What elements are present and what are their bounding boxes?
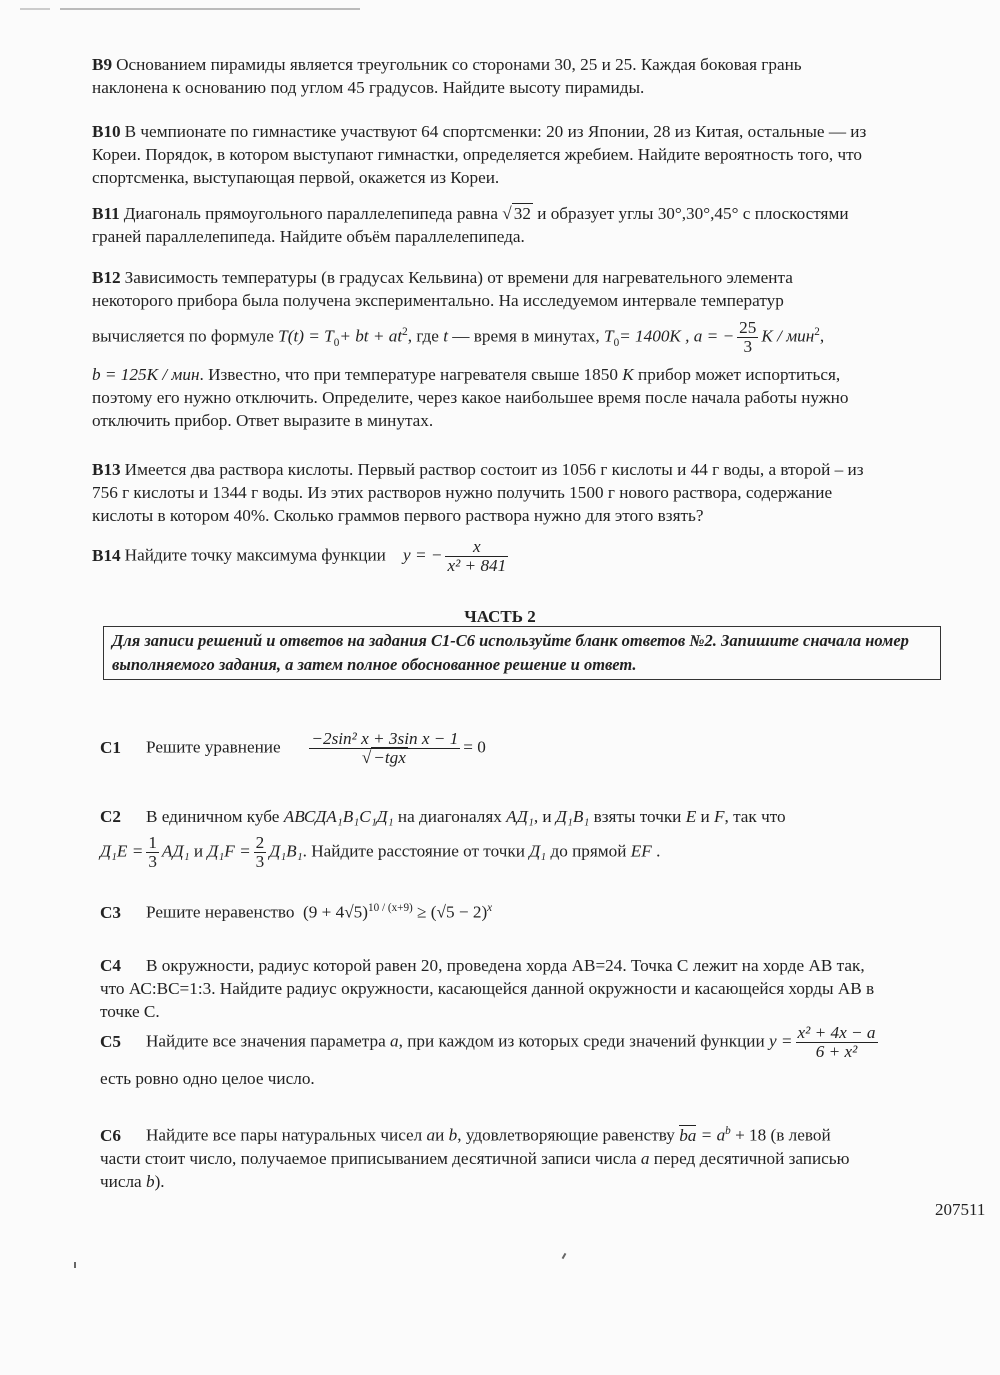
- task-label: C4: [100, 956, 122, 975]
- exponent: b: [725, 1125, 731, 1137]
- formula: ba: [679, 1125, 697, 1145]
- punct: .: [656, 841, 661, 861]
- fraction: $\frac{\text{−2sin² x + 3sin x − 1}}{\text{√ −tgx}}$: [311, 729, 459, 768]
- task-text: прибор может испортиться,: [638, 365, 841, 385]
- scan-mark: [60, 8, 360, 10]
- task-text: кислоты в котором 40%. Сколько граммов первого раствора нужно для этого взять?: [92, 506, 704, 525]
- task-text: Решите уравнение: [146, 737, 281, 757]
- task-text: точке С.: [100, 1002, 160, 1021]
- var: a: [426, 1125, 436, 1145]
- var: a: [640, 1148, 650, 1168]
- task-text: , удовлетворяющие равенству: [457, 1125, 675, 1145]
- task-b14: [92, 538, 982, 575]
- task-label: C6: [100, 1125, 122, 1145]
- task-c1: [100, 730, 982, 767]
- var-T0: T: [604, 326, 614, 346]
- task-label: B13: [92, 460, 121, 479]
- task-c2: [100, 805, 982, 871]
- task-text: Найдите все пары натуральных чисел: [146, 1125, 423, 1145]
- numerator: x² + 4x − a: [797, 1023, 876, 1042]
- formula: = 0: [463, 737, 486, 757]
- task-text: (в левой: [770, 1125, 831, 1145]
- formula: Д₁E =: [100, 841, 144, 861]
- formula: АД₁: [161, 841, 190, 861]
- task-c5: [100, 1024, 982, 1090]
- task-label: C5: [100, 1031, 122, 1051]
- point: Д₁: [529, 841, 547, 861]
- task-text: некоторого прибора была получена экспериментально. На исследуемом интервале температур: [92, 291, 784, 310]
- task-label: B12: [92, 268, 121, 287]
- task-c3: [100, 897, 982, 924]
- task-text: Диагональ прямоугольного параллелепипеда равна: [123, 204, 498, 223]
- scan-speck: [74, 1262, 76, 1268]
- instruction-box: Для записи решений и ответов на задания С1-С6 используйте бланк ответов №2. Запишите сначала номер выполняемого задания, а затем полное обоснованное решение и ответ.: [103, 626, 941, 680]
- task-text: наклонена к основанию под углом 45 градусов. Найдите высоту пирамиды.: [92, 78, 645, 97]
- task-text: — время в минутах,: [452, 326, 600, 346]
- task-label: B10: [92, 122, 121, 141]
- diagonal: Д₁В₁: [555, 807, 590, 826]
- task-text: . Известно, что при температуре нагревателя свыше 1850: [199, 365, 618, 385]
- denominator: 6 + x²: [796, 1042, 878, 1061]
- fraction: [254, 834, 267, 871]
- denominator: 3: [255, 852, 265, 872]
- param: a: [390, 1031, 399, 1051]
- task-text: Имеется два раствора кислоты. Первый раствор состоит из 1056 г кислоты и 44 г воды, а второй – из: [124, 460, 864, 479]
- formula: (9 + 4√5): [303, 902, 368, 922]
- scan-speck: [562, 1253, 567, 1259]
- formula: T(t) = T: [278, 326, 334, 346]
- task-text: В единичном кубе: [146, 807, 280, 826]
- task-text: В чемпионате по гимнастике участвуют 64 спортсменки: 20 из Японии, 28 из Китая, остальные — из: [124, 122, 867, 141]
- unit: K / мин: [761, 326, 815, 346]
- task-text: , и: [533, 807, 552, 826]
- numerator: x: [473, 537, 481, 556]
- punct: ,: [819, 326, 825, 346]
- task-text: ).: [154, 1171, 165, 1191]
- task-text: Найдите точку максимума функции: [124, 545, 386, 565]
- task-text: В окружности, радиус которой равен 20, проведена хорда АВ=24. Точка С лежит на хорде АВ так,: [146, 956, 865, 975]
- diagonal: АД₁: [506, 807, 534, 826]
- task-text: Найдите все значения параметра: [146, 1031, 386, 1051]
- task-label: C3: [100, 902, 122, 922]
- task-text: граней параллелепипеда. Найдите объём параллелепипеда.: [92, 227, 525, 246]
- line: EF: [630, 841, 652, 861]
- task-b12: B12 Зависимость температуры (в градусах Кельвина) от времени для нагревательного элемента некоторого прибора была получена экспериментально. На исследуемом интервале температур вычисляется по формуле $T(t) = T_0+$ bt + $at^2$, где t — время в минутах, $T_0= 1400K$ , a = − $\frac{25}{3}$ K / мин$^2$, b = 125K / мин. Известно, что при температуре нагревателя свыше 1850 K прибор может испортиться, поэтому его нужно отключить. Определите, через какое наибольшее время после начала работы нужно отключить прибор. Ответ выразите в минутах.: [92, 266, 982, 432]
- task-text: Кореи. Порядок, в котором выступают гимнастки, определяется жребием. Найдите вероятность того, что: [92, 145, 863, 164]
- task-text: Основанием пирамиды является треугольник со сторонами 30, 25 и 25. Каждая боковая грань: [116, 55, 802, 74]
- task-text: есть ровно одно целое число.: [100, 1069, 315, 1089]
- fraction: [445, 538, 508, 575]
- task-text: с плоскостями: [742, 204, 849, 223]
- task-text: , так что: [724, 807, 786, 826]
- task-text: взяты точки: [593, 807, 682, 826]
- numerator: 2: [255, 833, 265, 852]
- formula: + bt + at: [339, 326, 403, 346]
- task-text: , при каждом из которых среди значений функции: [398, 1031, 765, 1051]
- formula: Д₁В₁: [269, 841, 303, 861]
- task-text: и: [700, 807, 710, 826]
- task-text: до прямой: [550, 841, 627, 861]
- formula: = 1400K ,: [619, 326, 690, 346]
- task-text: , где: [407, 326, 439, 346]
- task-text: 756 г кислоты и 1344 г воды. Из этих растворов нужно получить 1500 г нового раствора, содержание: [92, 483, 833, 502]
- task-text: и: [435, 1125, 445, 1145]
- formula: y =: [769, 1031, 793, 1051]
- formula: b = 125K / мин: [92, 365, 200, 385]
- task-text: и образует углы: [537, 204, 654, 223]
- formula: ≥ (√5 − 2): [417, 902, 488, 922]
- var: b: [448, 1125, 458, 1145]
- numerator: −2sin² x + 3sin x − 1: [311, 729, 459, 748]
- formula: = a: [700, 1125, 726, 1145]
- task-text: числа: [100, 1171, 142, 1191]
- task-c4: [100, 954, 982, 1023]
- task-text: части стоит число, получаемое приписыванием десятичной записи числа: [100, 1148, 637, 1168]
- sqrt-value: 32: [513, 204, 531, 223]
- numerator: 25: [739, 318, 757, 338]
- task-b13: [92, 458, 982, 527]
- task-b11: B11 Диагональ прямоугольного параллелепипеда равна √ 32 и образует углы 30°,30°,45° с плоскостями граней параллелепипеда. Найдите объём параллелепипеда.: [92, 202, 982, 248]
- unit: K: [622, 365, 634, 385]
- formula: + 18: [735, 1125, 767, 1145]
- task-text: отключить прибор. Ответ выразите в минутах.: [92, 411, 434, 431]
- scan-mark: [20, 8, 50, 10]
- task-text: вычисляется по формуле: [92, 326, 274, 346]
- task-c6: [100, 1120, 982, 1193]
- task-label: C2: [100, 807, 122, 826]
- task-text: перед десятичной записью: [653, 1148, 850, 1168]
- task-text: Зависимость температуры (в градусах Кельвина) от времени для нагревательного элемента: [124, 268, 793, 287]
- angles: 30°,30°,45°: [657, 204, 739, 223]
- formula: Д₁F =: [207, 841, 251, 861]
- denominator: x² + 841: [447, 556, 507, 576]
- task-text: на диагоналях: [397, 807, 502, 826]
- formula: a = −: [693, 326, 735, 346]
- task-text: поэтому его нужно отключить. Определите, через какое наибольшее время после начала работы нужно: [92, 388, 849, 408]
- denominator: −tgx: [373, 748, 406, 768]
- task-text: Решите неравенство: [146, 902, 295, 922]
- task-b10: [92, 120, 982, 189]
- point: E: [685, 807, 697, 826]
- numerator: 1: [148, 833, 157, 852]
- fraction: [796, 1024, 878, 1061]
- task-text: спортсменка, выступающая первой, окажется из Кореи.: [92, 168, 500, 187]
- exponent: x: [487, 902, 493, 914]
- task-text: . Найдите расстояние от точки: [302, 841, 525, 861]
- page-number: 207511: [935, 1200, 986, 1219]
- task-label: B9: [92, 55, 113, 74]
- formula: y = −: [403, 545, 443, 565]
- point: F: [713, 807, 725, 826]
- task-text: что АС:ВС=1:3. Найдите радиус окружности, касающейся данной окружности и касающейся хорды АВ в: [100, 979, 875, 998]
- fraction: [146, 834, 159, 871]
- exponent: 10 / (x+9): [368, 902, 413, 914]
- var-t: t: [443, 326, 448, 346]
- denominator: 3: [148, 852, 157, 872]
- task-label: B14: [92, 545, 121, 565]
- task-label: B11: [92, 204, 120, 223]
- cube: АВСДА₁В₁С₁Д₁: [283, 807, 394, 826]
- part-title: ЧАСТЬ 2: [464, 607, 536, 626]
- task-b9: [92, 53, 982, 99]
- fraction: [737, 319, 758, 356]
- denominator: 3: [737, 337, 758, 356]
- task-label: C1: [100, 737, 122, 757]
- var: b: [145, 1171, 155, 1191]
- task-text: и: [193, 841, 204, 861]
